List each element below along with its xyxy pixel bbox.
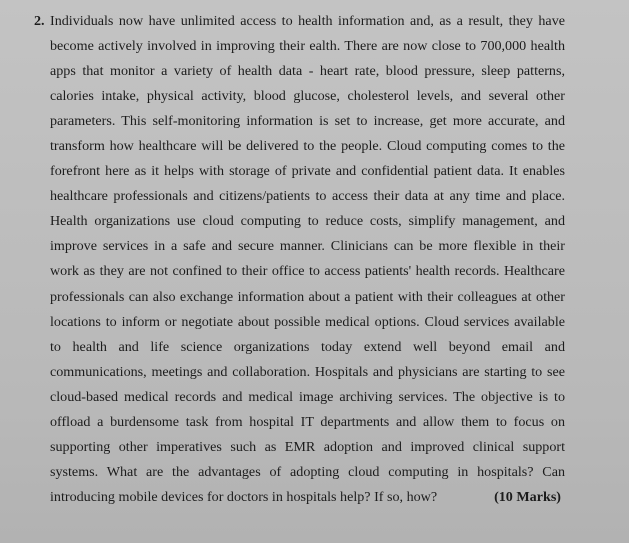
question-line-16: cloud-based medical records and medical image archiving services. The objective is to [50, 388, 565, 405]
question-line-18: supporting other imperatives such as EMR adoption and improved clinical support [50, 438, 565, 455]
question-line-14: to health and life science organizations today extend well beyond email and [50, 338, 565, 355]
question-line-13: locations to inform or negotiate about possible medical options. Cloud services available [50, 313, 565, 330]
question-line-1 [34, 9, 565, 34]
question-line-4: calories intake, physical activity, blood glucose, cholesterol levels, and several other [50, 88, 565, 105]
question-line-2: become actively involved in improving their ealth. There are now close to 700,000 health [50, 38, 565, 55]
question-number: 2. [34, 13, 45, 29]
question-line-19: systems. What are the advantages of adopting cloud computing in hospitals? Can [50, 463, 565, 480]
question-line-3: apps that monitor a variety of health data - heart rate, blood pressure, sleep patterns, [50, 63, 565, 80]
question-line-17: offload a burdensome task from hospital IT departments and allow them to focus on [50, 413, 565, 430]
question-line-6: transform how healthcare will be delivered to the people. Cloud computing comes to the [50, 138, 565, 155]
question-line-12: professionals can also exchange information about a patient with their colleagues at other [50, 288, 565, 305]
question-line-20 [34, 485, 565, 510]
question-line-8: healthcare professionals and citizens/patients to access their data at any time and place. [50, 188, 565, 205]
question-final-text: introducing mobile devices for doctors in hospitals help? If so, how? [50, 488, 438, 505]
question-line-9: Health organizations use cloud computing to reduce costs, simplify management, and [50, 213, 565, 230]
question-line-10: improve services in a safe and secure manner. Clinicians can be more flexible in their [50, 238, 565, 255]
question-line-15: communications, meetings and collaboration. Hospitals and physicians are starting to see [50, 363, 565, 380]
question-line-5: parameters. This self-monitoring information is set to increase, get more accurate, and [50, 113, 565, 130]
question-line-7: forefront here as it helps with storage of private and confidential patient data. It enables [50, 163, 565, 180]
question-line-11: work as they are not confined to their office to access patients' health records. Healthcare [50, 263, 565, 280]
question-block [34, 9, 565, 510]
question-text-line: Individuals now have unlimited access to health information and, as a result, they have [50, 13, 565, 29]
marks-label: (10 Marks) [494, 488, 561, 505]
